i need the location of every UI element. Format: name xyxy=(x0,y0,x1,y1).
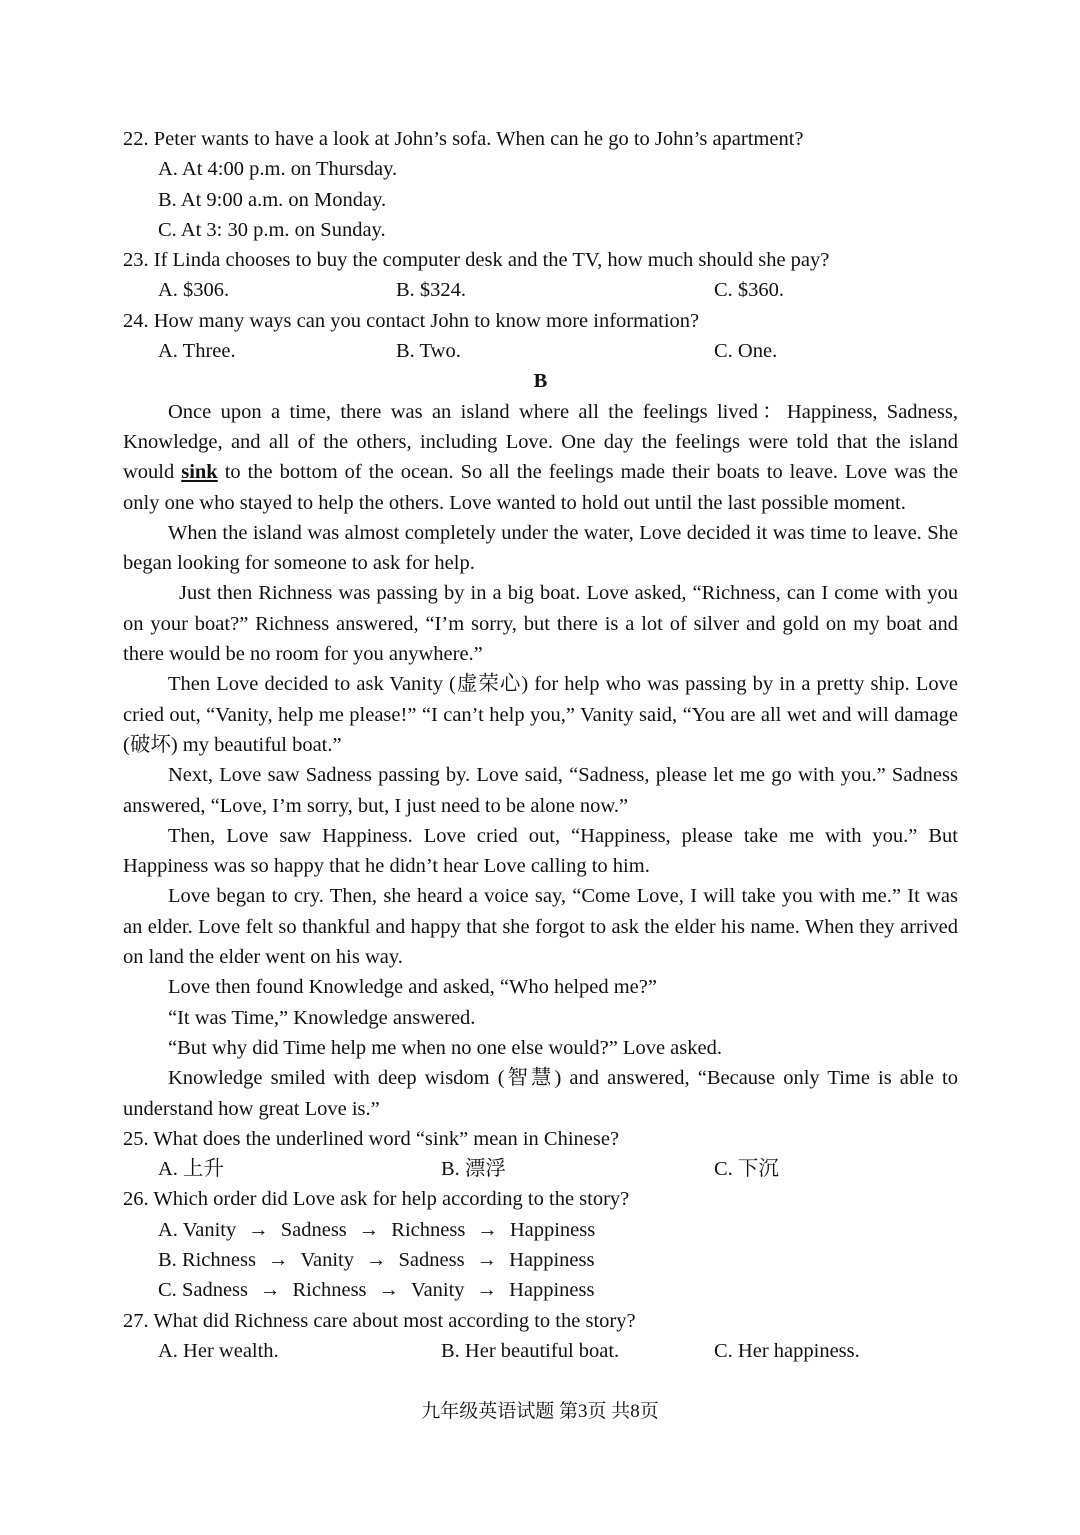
question-24-options xyxy=(123,336,958,366)
question-23-option-b: B. $324. xyxy=(396,279,467,302)
question-24-option-c: C. One. xyxy=(714,340,778,363)
exam-page xyxy=(123,124,958,1366)
question-26-option-a xyxy=(123,1215,958,1245)
arrow-icon: → xyxy=(476,1248,498,1271)
order-item: Sadness xyxy=(398,1248,465,1271)
arrow-icon: → xyxy=(477,1218,498,1241)
order-item: Vanity xyxy=(411,1279,465,1302)
story-paragraph-11: Knowledge smiled with deep wisdom (智慧) and answered, “Because only Time is able to understand how great Love is.” xyxy=(123,1067,958,1120)
page-footer: 九年级英语试题 第3页 共8页 xyxy=(421,1401,659,1422)
story-paragraph-8: Love then found Knowledge and asked, “Who helped me?” xyxy=(168,976,657,999)
arrow-icon: → xyxy=(366,1248,387,1271)
question-25-option-c: C. 下沉 xyxy=(714,1158,779,1181)
question-22-option-a: A. At 4:00 p.m. on Thursday. xyxy=(158,158,398,181)
order-item: Sadness xyxy=(280,1218,347,1241)
question-23-option-a: A. $306. xyxy=(158,279,230,302)
arrow-icon: → xyxy=(476,1279,498,1302)
question-23-option-c: C. $360. xyxy=(714,279,785,302)
question-27-stem: 27. What did Richness care about most according to the story? xyxy=(123,1309,636,1332)
question-22-option-b: B. At 9:00 a.m. on Monday. xyxy=(158,188,387,211)
story-paragraph-9: “It was Time,” Knowledge answered. xyxy=(168,1006,476,1029)
question-27-option-b: B. Her beautiful boat. xyxy=(441,1339,620,1362)
question-25-option-a: A. 上升 xyxy=(158,1158,225,1181)
arrow-icon: → xyxy=(260,1279,281,1302)
arrow-icon: → xyxy=(378,1279,400,1302)
question-25-option-b: B. 漂浮 xyxy=(441,1158,506,1181)
question-27-option-a: A. Her wealth. xyxy=(158,1339,279,1362)
arrow-icon: → xyxy=(267,1248,289,1271)
question-27-option-c: C. Her happiness. xyxy=(714,1339,860,1362)
order-item: Vanity xyxy=(300,1248,354,1271)
question-22-option-c: C. At 3: 30 p.m. on Sunday. xyxy=(158,218,386,241)
story-paragraph-1 xyxy=(123,397,958,518)
section-b-heading: B xyxy=(533,370,548,393)
arrow-icon: → xyxy=(248,1218,269,1241)
question-24-option-a: A. Three. xyxy=(158,340,236,363)
order-item: Richness xyxy=(391,1218,466,1241)
story-paragraph-1-part-1: Once upon a time, there was an island where all the feelings lived：Happiness, Sadness, Knowledge, and all of the others, including Love. One day the feelings were told that the island would xyxy=(123,400,958,484)
question-22-stem: 22. Peter wants to have a look at John’s sofa. When can he go to John’s apartment? xyxy=(123,128,804,150)
order-item: Sadness xyxy=(181,1279,248,1302)
order-item: Richness xyxy=(181,1248,256,1271)
question-25-stem: 25. What does the underlined word “sink” mean in Chinese? xyxy=(123,1127,620,1150)
arrow-icon: → xyxy=(358,1218,380,1241)
question-26-option-c xyxy=(123,1275,958,1305)
question-26-option-b xyxy=(123,1245,958,1275)
question-27-options xyxy=(123,1336,958,1366)
question-23-options xyxy=(123,275,958,305)
question-26-stem: 26. Which order did Love ask for help according to the story? xyxy=(123,1188,630,1211)
option-letter: C. xyxy=(158,1279,177,1302)
story-paragraph-4: Then Love decided to ask Vanity (虚荣心) for help who was passing by in a pretty ship. Love cried out, “Vanity, help me please!” “I can’t help you,” Vanity said, “You are all wet and will damage (破坏) my beautiful boat.” xyxy=(123,673,958,756)
story-paragraph-3: Just then Richness was passing by in a big boat. Love asked, “Richness, can I come with you on your boat?” Richness answered, “I’m sorry, but there is a lot of silver and gold on my boat and there would be no room for you anywhere.” xyxy=(123,582,958,666)
order-item: Richness xyxy=(292,1279,367,1302)
story-paragraph-7: Love began to cry. Then, she heard a voice say, “Come Love, I will take you with me.” It was an elder. Love felt so thankful and happy that she forgot to ask the elder his name. When they arrived on land the elder went on his way. xyxy=(123,885,958,969)
order-item: Happiness xyxy=(509,1248,595,1271)
story-paragraph-10: “But why did Time help me when no one else would?” Love asked. xyxy=(168,1036,722,1059)
order-item: Happiness xyxy=(509,1218,596,1241)
order-item: Happiness xyxy=(509,1279,595,1302)
question-24-option-b: B. Two. xyxy=(396,340,461,363)
story-paragraph-1-part-2: to the bottom of the ocean. So all the feelings made their boats to leave. Love was the only one who stayed to help the others. Love wanted to hold out until the last possible moment. xyxy=(123,461,959,514)
option-letter: B. xyxy=(158,1248,177,1271)
question-24-stem: 24. How many ways can you contact John to know more information? xyxy=(123,309,700,332)
story-paragraph-2: When the island was almost completely under the water, Love decided it was time to leave. She began looking for someone to ask for help. xyxy=(123,521,958,575)
story-paragraph-6: Then, Love saw Happiness. Love cried out, “Happiness, please take me with you.” But Happiness was so happy that he didn’t hear Love calling to him. xyxy=(123,824,958,878)
question-25-options xyxy=(123,1154,958,1184)
option-letter: A. xyxy=(158,1218,178,1241)
underlined-word-sink: sink xyxy=(181,461,218,484)
order-item: Vanity xyxy=(182,1218,237,1241)
question-23-stem: 23. If Linda chooses to buy the computer desk and the TV, how much should she pay? xyxy=(123,249,830,272)
story-paragraph-5: Next, Love saw Sadness passing by. Love said, “Sadness, please let me go with you.” Sadness answered, “Love, I’m sorry, but, I just need to be alone now.” xyxy=(123,764,958,817)
